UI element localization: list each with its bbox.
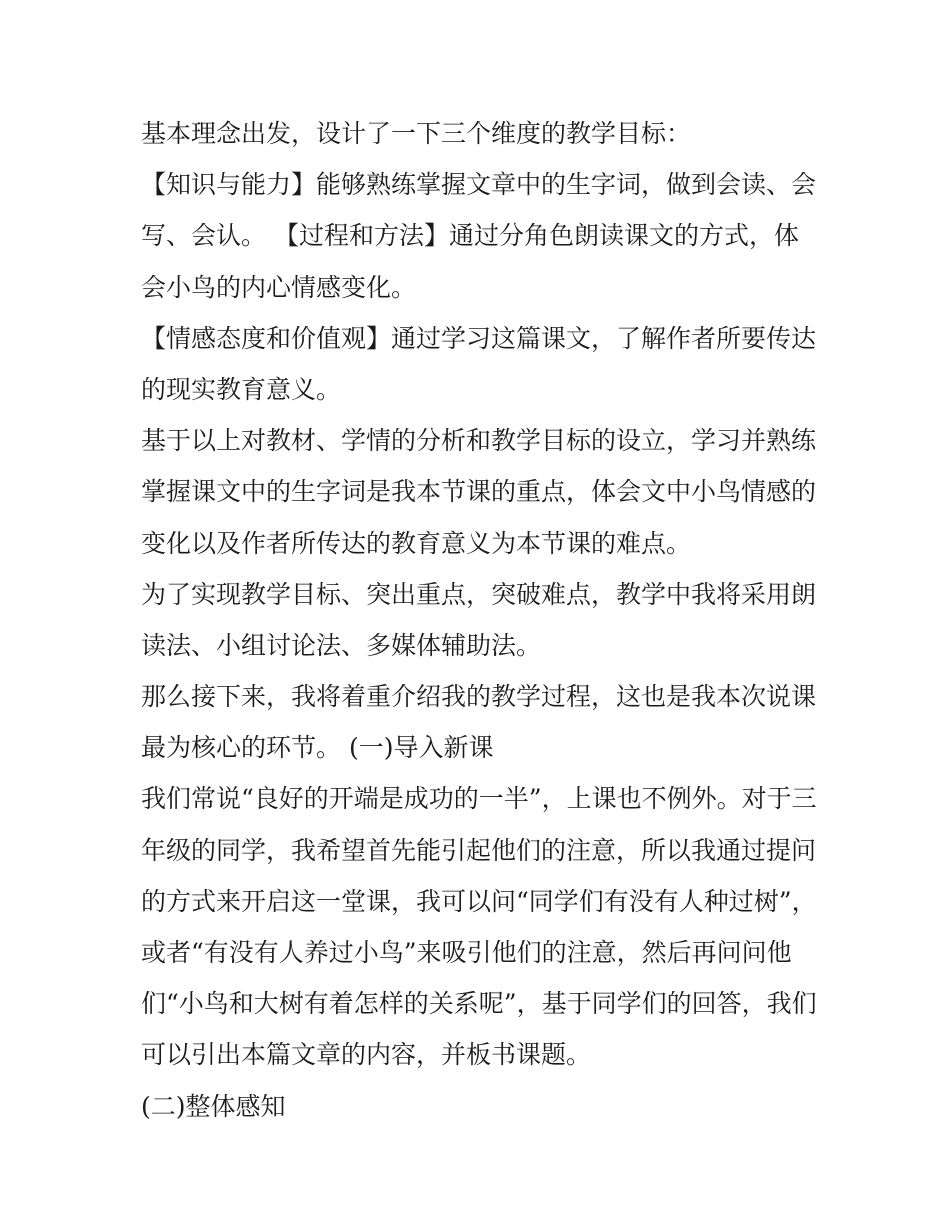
text-line: 的方式来开启这一堂课，我可以问“同学们有没有人种过树”，: [141, 886, 817, 916]
text-line: 最为核心的环节。 (一)导入新课: [141, 733, 494, 763]
text-line: 基于以上对教材、学情的分析和教学目标的设立，学习并熟练: [141, 426, 817, 456]
text-line: 读法、小组讨论法、多媒体辅助法。: [141, 630, 542, 660]
text-line: 基本理念出发，设计了一下三个维度的教学目标：: [141, 119, 692, 148]
text-line: 掌握课文中的生字词是我本节课的重点，体会文中小鸟情感的: [141, 477, 817, 507]
text-line: 【情感态度和价值观】通过学习这篇课文，了解作者所要传达: [141, 323, 817, 353]
section-heading: (二)整体感知: [141, 1091, 286, 1121]
text-line: 变化以及作者所传达的教育意义为本节课的难点。: [141, 528, 692, 558]
text-line: 写、会认。 【过程和方法】通过分角色朗读课文的方式，体: [141, 221, 799, 251]
text-line: 会小鸟的内心情感变化。: [141, 272, 417, 302]
text-line: 可以引出本篇文章的内容，并板书课题。: [141, 1040, 592, 1070]
text-line: 为了实现教学目标、突出重点，突破难点，教学中我将采用朗: [141, 579, 817, 609]
text-line: 们“小鸟和大树有着怎样的关系呢”，基于同学们的回答，我们: [141, 989, 817, 1019]
document-body: [141, 108, 821, 1132]
text-line: 或者“有没有人养过小鸟”来吸引他们的注意，然后再问问他: [141, 938, 792, 967]
text-line: 那么接下来，我将着重介绍我的教学过程，这也是我本次说课: [141, 682, 817, 712]
text-line: 我们常说“良好的开端是成功的一半”，上课也不例外。对于三: [141, 784, 817, 814]
text-line: 年级的同学，我希望首先能引起他们的注意，所以我通过提问: [141, 835, 817, 865]
text-line: 【知识与能力】能够熟练掌握文章中的生字词，做到会读、会: [141, 170, 817, 200]
text-line: 的现实教育意义。: [141, 374, 342, 404]
